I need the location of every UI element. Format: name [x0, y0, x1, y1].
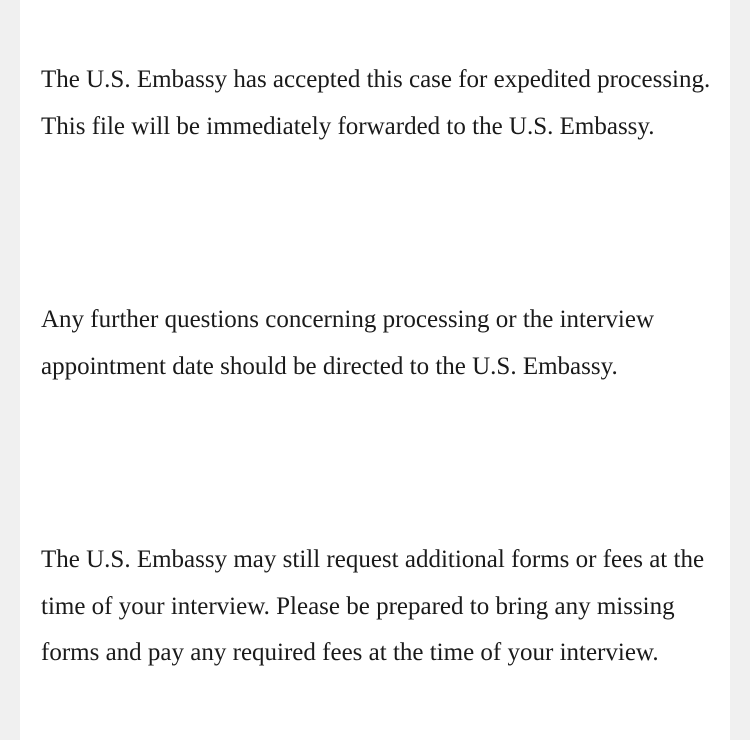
message-paragraph-expedited-processing: The U.S. Embassy has accepted this case for expedited processing. This file will be immediately forwarded to the U.S. Embassy.	[41, 66, 711, 140]
message-paragraph-further-questions: Any further questions concerning processing or the interview appointment date should be directed to the U.S. Embassy.	[41, 306, 655, 380]
message-content-panel	[20, 0, 730, 740]
message-paragraph-additional-forms: The U.S. Embassy may still request additional forms or fees at the time of your interview. Please be prepared to bring any missing forms and pay any required fees at the time of your interview.	[41, 546, 705, 666]
